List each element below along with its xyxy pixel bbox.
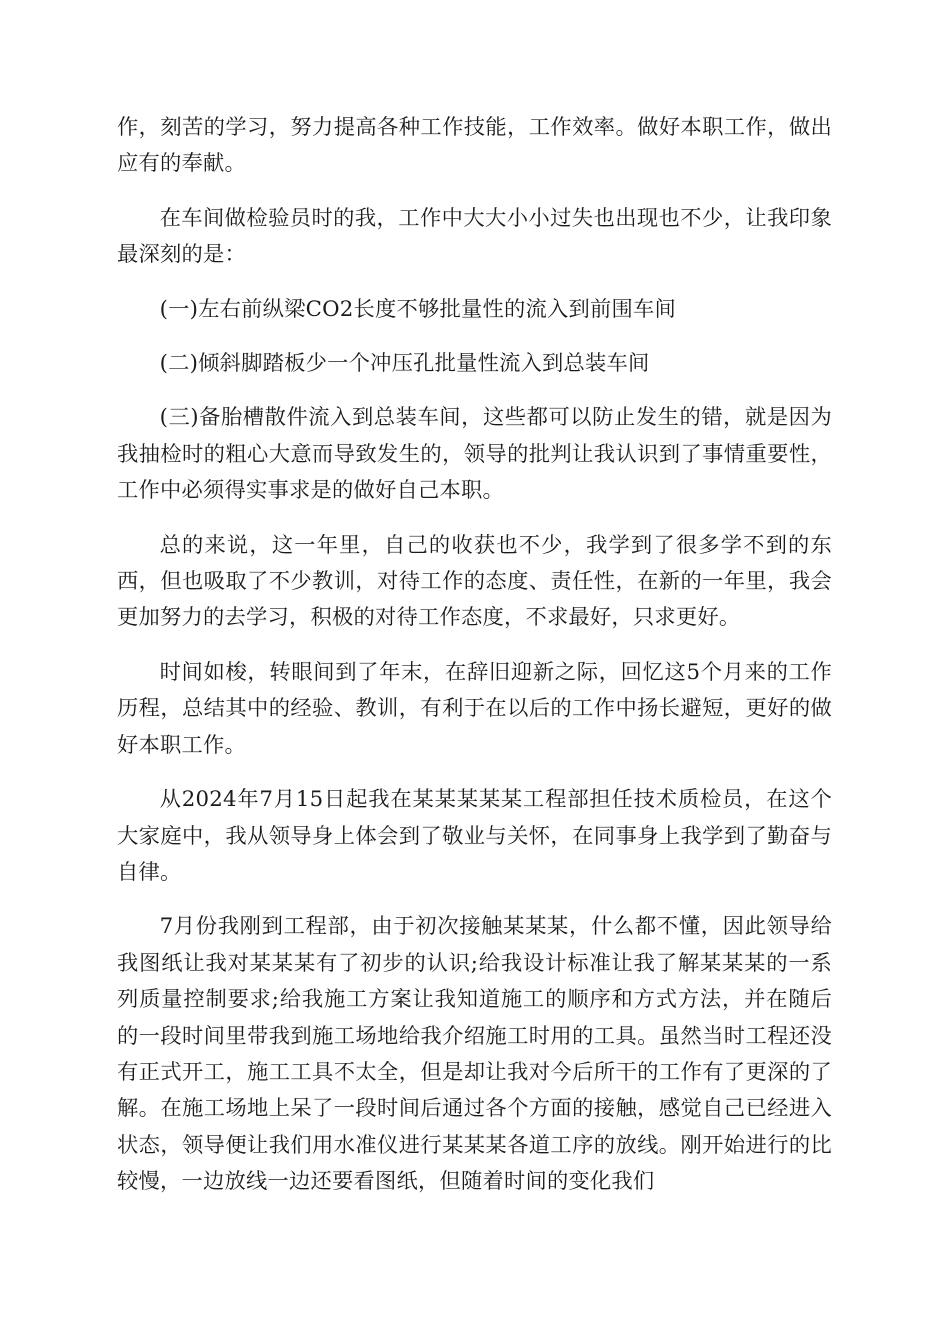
paragraph-list-item-1: (一)左右前纵梁CO2长度不够批量性的流入到前围车间 <box>159 296 676 322</box>
paragraph-2: 在车间做检验员时的我，工作中大大小小过失也出现也不少，让我印象最深刻的是： <box>117 205 832 268</box>
paragraph-summary: 总的来说，这一年里，自己的收获也不少，我学到了很多学不到的东西，但也吸取了不少教训，对待工作的态度、责任性，在新的一年里，我会更加努力的去学习，积极的对待工作态度，不求最好，只求更好。 <box>117 532 832 631</box>
paragraph-list-item-2: (二)倾斜脚踏板少一个冲压孔批量性流入到总装车间 <box>159 351 650 377</box>
paragraph-start-date: 从2024年7月15日起我在某某某某某工程部担任技术质检员，在这个大家庭中，我从领导身上体会到了敬业与关怀，在同事身上我学到了勤奋与自律。 <box>117 787 832 885</box>
paragraph-1: 作，刻苦的学习，努力提高各种工作技能，工作效率。做好本职工作，做出应有的奉献。 <box>117 115 832 177</box>
paragraph-time: 时间如梭，转眼间到了年末，在辞旧迎新之际，回忆这5个月来的工作历程，总结其中的经验、教训，有利于在以后的工作中扬长避短，更好的做好本职工作。 <box>117 659 832 758</box>
document-body <box>117 110 832 1219</box>
paragraph-july: 7月份我刚到工程部，由于初次接触某某某，什么都不懂，因此领导给我图纸让我对某某某有了初步的认识;给我设计标准让我了解某某某的一系列质量控制要求;给我施工方案让我知道施工的顺序和方式方法，并在随后的一段时间里带我到施工场地给我介绍施工时用的工具。虽然当时工程还没有正式开工，施工工具不太全，但是却让我对今后所干的工作有了更深的了解。在施工场地上呆了一段时间后通过各个方面的接触，感觉自己已经进入状态，领导便让我们用水准仪进行某某某各道工序的放线。刚开始进行的比较慢，一边放线一边还要看图纸，但随着时间的变化我们 <box>117 914 832 1195</box>
paragraph-list-item-3: (三)备胎槽散件流入到总装车间，这些都可以防止发生的错，就是因为我抽检时的粗心大意而导致发生的，领导的批判让我认识到了事情重要性，工作中必须得实事求是的做好自己本职。 <box>117 405 832 504</box>
